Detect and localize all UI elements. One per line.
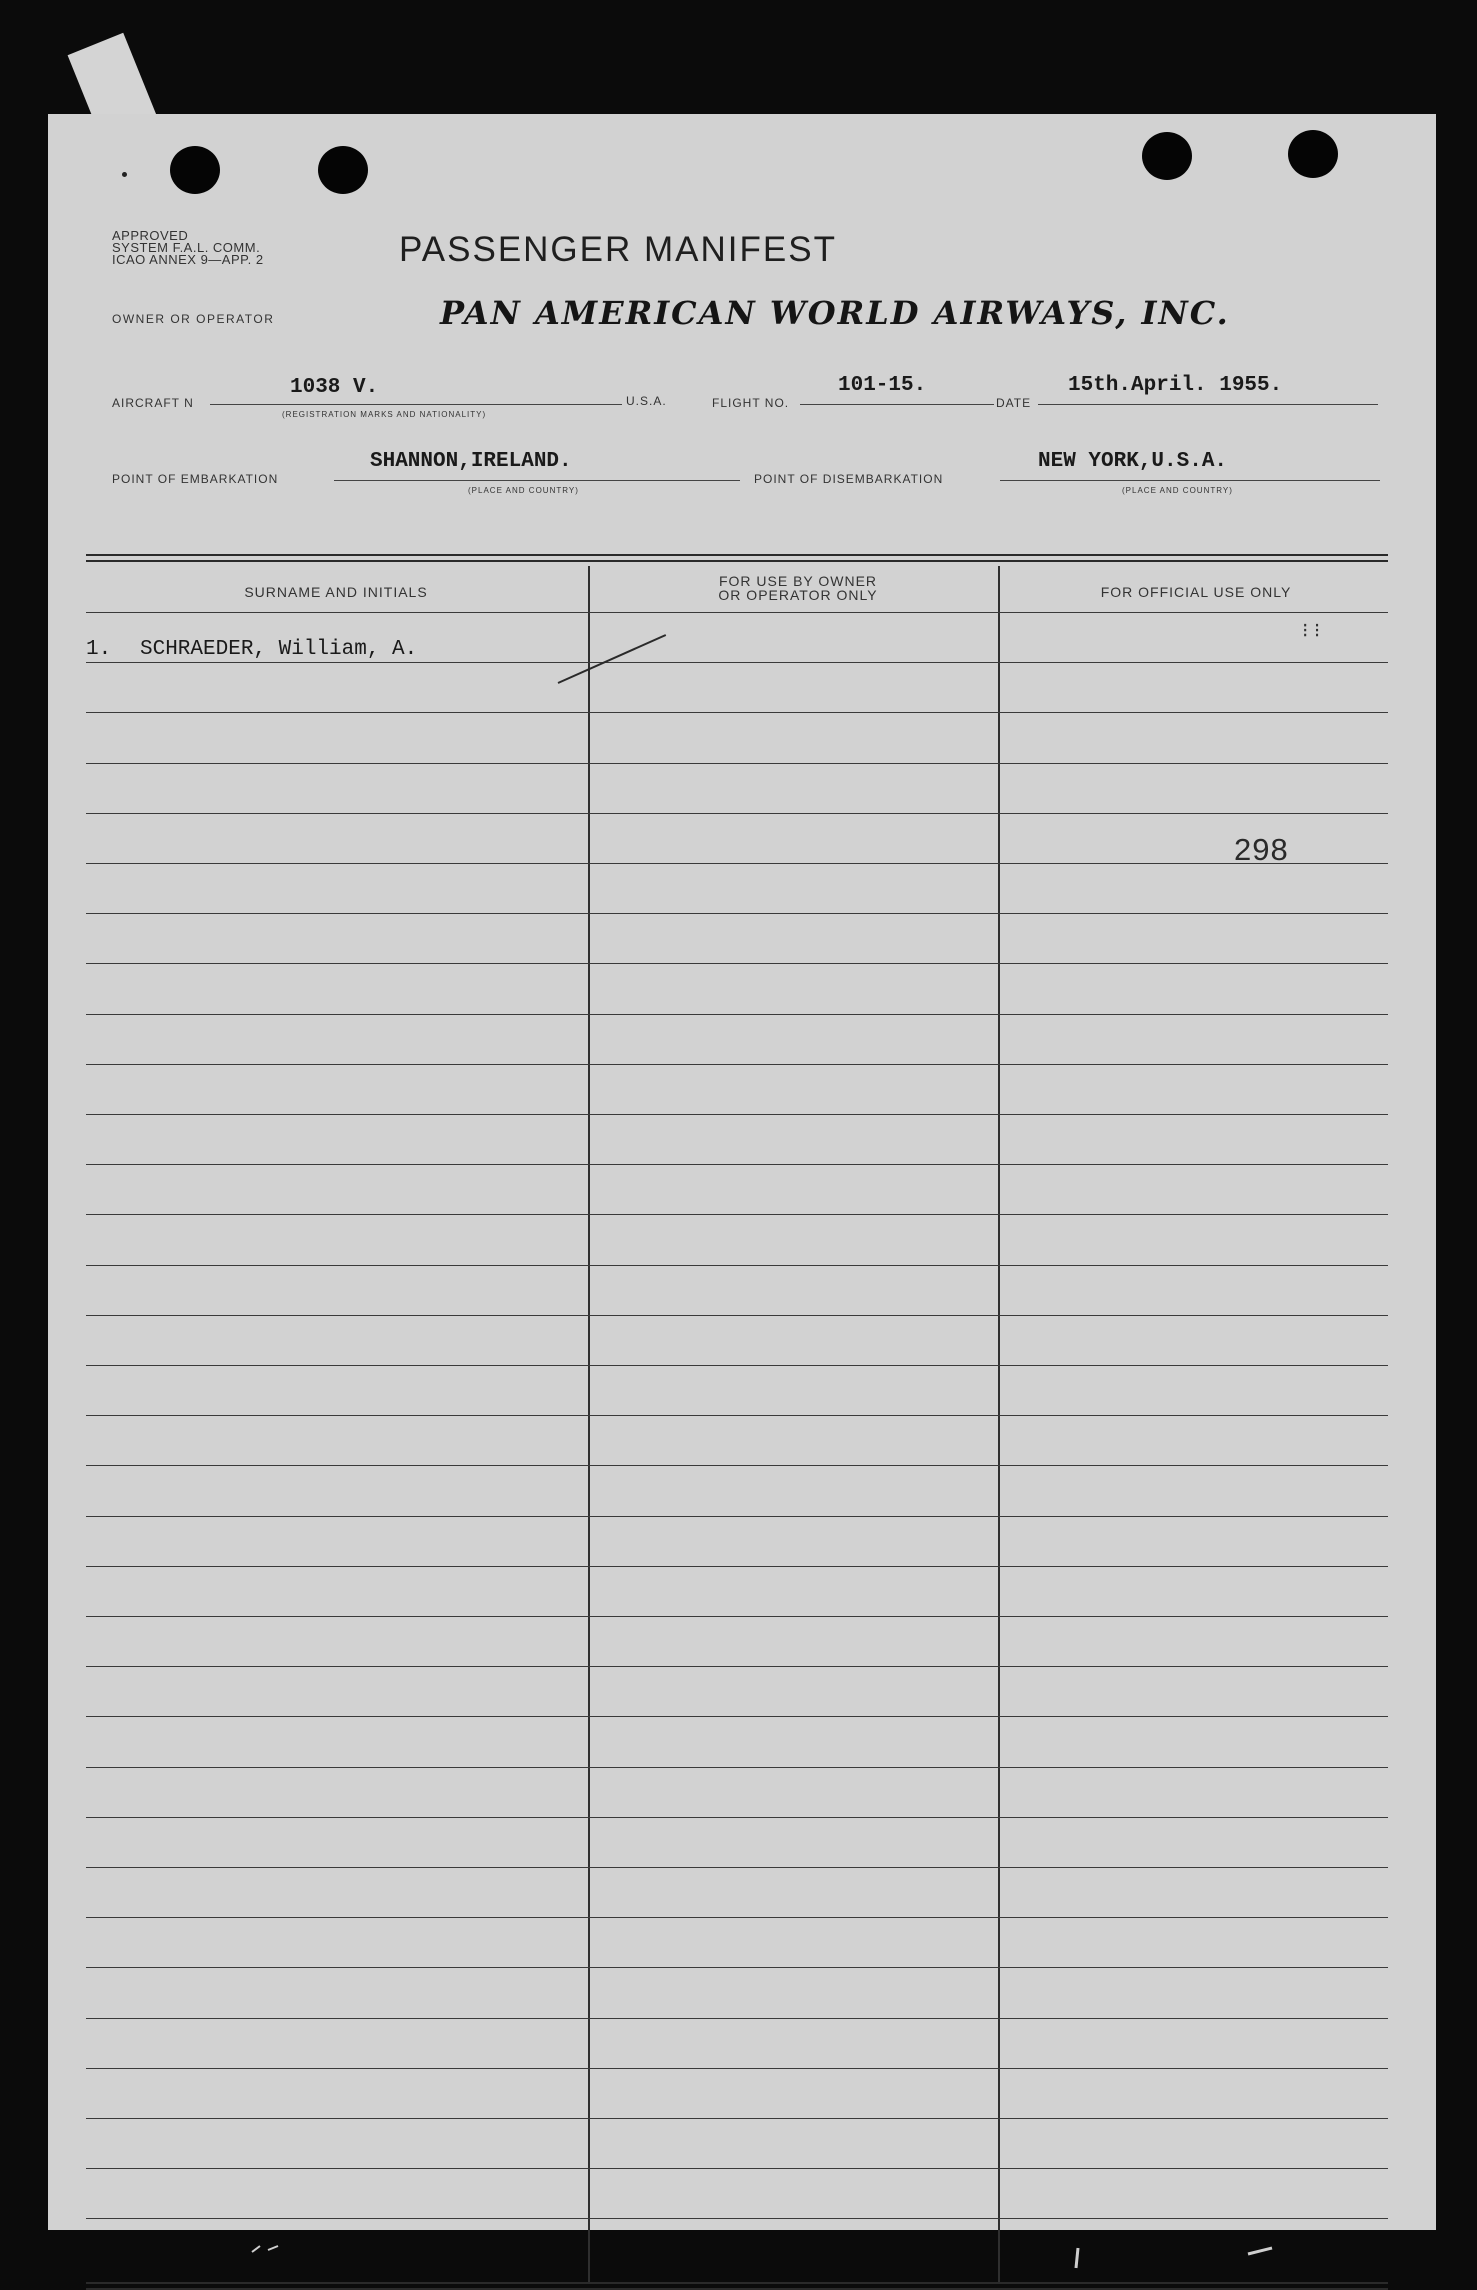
page-title: PASSENGER MANIFEST [399, 230, 837, 269]
flight-label: FLIGHT NO. [712, 396, 790, 410]
approval-line: APPROVED [112, 228, 189, 243]
table-row-line [86, 913, 1388, 914]
table-row-line [86, 813, 1388, 814]
table-row-line [86, 1967, 1388, 1968]
table-row-line [86, 2168, 1388, 2169]
aircraft-sub-label: (REGISTRATION MARKS AND NATIONALITY) [282, 410, 487, 419]
table-row-line [86, 2018, 1388, 2019]
manifest-page [48, 114, 1436, 2230]
table-row-line [86, 1465, 1388, 1466]
punch-hole [1288, 130, 1338, 178]
disembarkation-value: NEW YORK,U.S.A. [1038, 450, 1228, 473]
table-row-line [86, 2068, 1388, 2069]
column-header-owner-line: OR OPERATOR ONLY [718, 587, 878, 603]
table-row-line [86, 612, 1388, 613]
table-row-line [86, 1516, 1388, 1517]
table-row-line [86, 1064, 1388, 1065]
table-row-line [86, 1014, 1388, 1015]
aircraft-underline [210, 404, 622, 405]
stray-mark [122, 172, 127, 177]
table-row-line [86, 763, 1388, 764]
pen-slash-mark [558, 634, 667, 684]
table-bottom-rule [86, 2282, 1388, 2290]
approval-block [112, 230, 264, 266]
embarkation-value: SHANNON,IRELAND. [370, 450, 572, 473]
table-row-line [86, 863, 1388, 864]
handwritten-number: 298 [1234, 832, 1289, 867]
owner-value: PAN AMERICAN WORLD AIRWAYS, INC. [440, 294, 1230, 332]
column-header-official: FOR OFFICIAL USE ONLY [1100, 584, 1292, 600]
approval-line: ICAO ANNEX 9—APP. 2 [112, 252, 264, 267]
table-row-line [86, 2218, 1388, 2219]
disembarkation-underline [1000, 480, 1380, 481]
flight-underline [800, 404, 994, 405]
table-row-line [86, 1566, 1388, 1567]
table-row-line [86, 1767, 1388, 1768]
table-row-line [86, 1616, 1388, 1617]
disembarkation-label: POINT OF DISEMBARKATION [754, 472, 944, 486]
table-row-line [86, 1265, 1388, 1266]
aircraft-value: 1038 V. [290, 376, 379, 399]
entry-name: SCHRAEDER, William, A. [140, 638, 418, 661]
stray-mark [252, 2246, 278, 2252]
table-row-line [86, 1415, 1388, 1416]
table-row-line [86, 1164, 1388, 1165]
date-value: 15th.April. 1955. [1068, 374, 1283, 397]
column-header-surname: SURNAME AND INITIALS [244, 584, 428, 600]
column-header-owner [592, 574, 1004, 602]
column-divider [998, 566, 1000, 2284]
flight-value: 101-15. [838, 374, 927, 397]
embarkation-underline [334, 480, 740, 481]
punch-hole [318, 146, 368, 194]
date-label: DATE [996, 396, 1032, 410]
bottom-edge-marks [0, 2240, 1477, 2274]
disembarkation-sub-label: (PLACE AND COUNTRY) [1122, 486, 1233, 495]
table-row-line [86, 2118, 1388, 2119]
table-row-line [86, 1817, 1388, 1818]
table-top-rule [86, 554, 1388, 562]
table-row-line [86, 1214, 1388, 1215]
table-row-line [86, 1666, 1388, 1667]
table-row-line [86, 1114, 1388, 1115]
embarkation-label: POINT OF EMBARKATION [112, 472, 279, 486]
entry-number: 1. [86, 638, 112, 661]
owner-label: OWNER OR OPERATOR [112, 312, 275, 326]
table-row-line [86, 1365, 1388, 1366]
stray-mark [1248, 2248, 1272, 2254]
column-header-owner-line: FOR USE BY OWNER [718, 573, 878, 589]
table-row-line [86, 963, 1388, 964]
column-divider [588, 566, 590, 2284]
table-row-line [86, 662, 1388, 663]
table-row-line [86, 1867, 1388, 1868]
approval-line: SYSTEM F.A.L. COMM. [112, 240, 261, 255]
embarkation-sub-label: (PLACE AND COUNTRY) [468, 486, 579, 495]
table-row-line [86, 1315, 1388, 1316]
country-label: U.S.A. [626, 394, 667, 408]
table-row-line [86, 1716, 1388, 1717]
date-underline [1038, 404, 1378, 405]
ticks-mark: ⁝ ⁝ [1302, 620, 1321, 642]
table-row-line [86, 1917, 1388, 1918]
aircraft-label: AIRCRAFT N [112, 396, 194, 410]
stray-mark [1076, 2248, 1078, 2268]
punch-hole [1142, 132, 1192, 180]
punch-hole [170, 146, 220, 194]
table-row-line [86, 712, 1388, 713]
